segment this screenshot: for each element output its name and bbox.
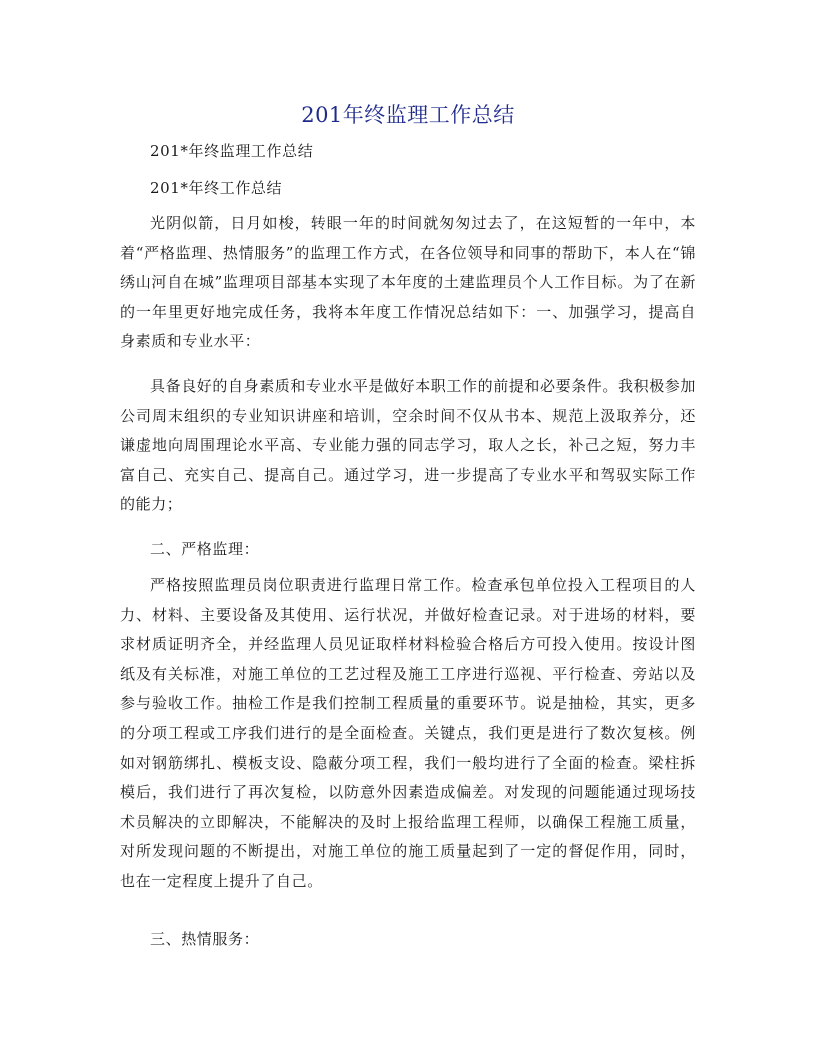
paragraph-intro: 光阴似箭，日月如梭，转眼一年的时间就匆匆过去了，在这短暂的一年中，本着“严格监理、热情服务”的监理工作方式，在各位领导和同事的帮助下，本人在“锦绣山河自在城”监理项目部基本实现了本年度的土建监理员个人工作目标。为了在新的一年里更好地完成任务，我将本年度工作情况总结如下：一、加强学习，提高自身素质和专业水平：: [120, 214, 696, 351]
section-heading-strict-supervision: 二、严格监理：: [150, 540, 260, 558]
paragraph-strict-supervision: 严格按照监理员岗位职责进行监理日常工作。检查承包单位投入工程项目的人力、材料、主要设备及其使用、运行状况，并做好检查记录。对于进场的材料，要求材质证明齐全，并经监理人员见证取样材料检验合格后方可投入使用。按设计图纸及有关标准，对施工单位的工艺过程及施工工序进行巡视、平行检查、旁站以及参与验收工作。抽检工作是我们控制工程质量的重要环节。说是抽检，其实，更多的分项工程或工序我们进行的是全面检查。关键点，我们更是进行了数次复核。例如对钢筋绑扎、模板支设、隐蔽分项工程，我们一般均进行了全面的检查。梁柱拆模后，我们进行了再次复检，以防意外因素造成偏差。对发现的问题能通过现场技术员解决的立即解决，不能解决的及时上报给监理工程师，以确保工程施工质量，对所发现问题的不断提出，对施工单位的施工质量起到了一定的督促作用，同时，也在一定程度上提升了自己。: [120, 576, 696, 890]
subtitle-line-2: 201*年终工作总结: [150, 179, 283, 197]
paragraph-study: 具备良好的自身素质和专业水平是做好本职工作的前提和必要条件。我积极参加公司周末组织的专业知识讲座和培训，空余时间不仅从书本、规范上汲取养分，还谦虚地向周围理论水平高、专业能力强的同志学习，取人之长，补己之短，努力丰富自己、充实自己、提高自己。通过学习，进一步提高了专业水平和驾驭实际工作的能力；: [120, 377, 697, 514]
section-heading-service: 三、热情服务：: [150, 930, 260, 948]
subtitle-line-1: 201*年终监理工作总结: [150, 142, 314, 160]
document-title: 201年终监理工作总结: [301, 103, 515, 127]
